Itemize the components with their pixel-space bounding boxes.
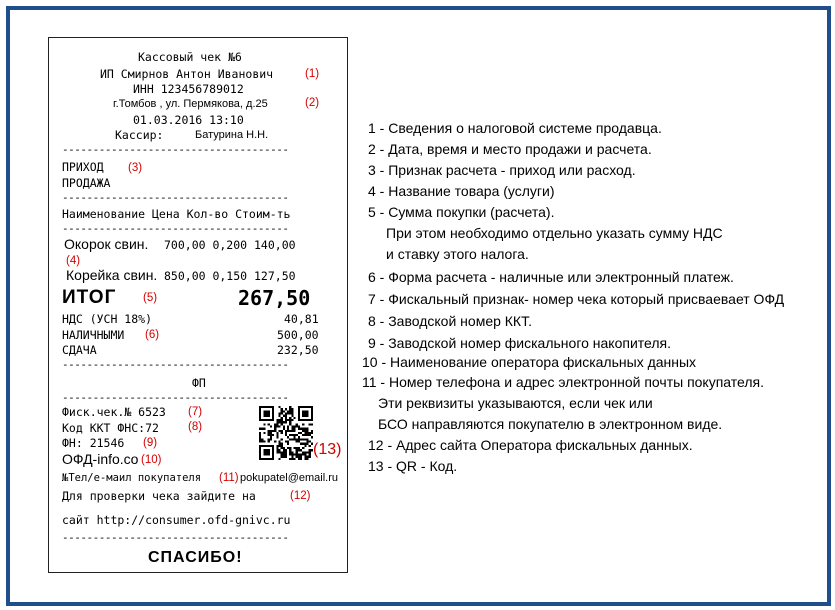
ref-4: (4)	[66, 255, 81, 267]
total-label: ИТОГ	[62, 287, 117, 308]
ofd-site: сайт http://consumer.ofd-gnivc.ru	[62, 513, 291, 527]
item-values: 850,00 0,150 127,50	[164, 269, 296, 283]
ref-5: (5)	[143, 292, 158, 304]
columns-header: Наименование Цена Кол-во Стоим-ть	[62, 207, 291, 221]
cash-label: НАЛИЧНЫМИ	[62, 328, 125, 342]
ref-8: (8)	[188, 421, 203, 433]
buyer-contact-label: №Тел/е-маил покупателя	[62, 472, 202, 484]
fp-label: ФП	[192, 376, 206, 390]
calc-sign-sale: ПРОДАЖА	[62, 176, 111, 190]
divider: -------------------------------------	[62, 222, 289, 235]
ref-1: (1)	[305, 68, 320, 80]
note-item: 9 - Заводской номер фискального накопителя.	[368, 335, 671, 351]
fn-number: ФН: 21546	[62, 436, 125, 450]
ref-6: (6)	[145, 329, 160, 341]
note-item: Эти реквизиты указываются, если чек или	[378, 395, 653, 411]
calc-sign-income: ПРИХОД	[62, 160, 104, 174]
note-item: 6 - Форма расчета - наличные или электронный платеж.	[368, 269, 734, 285]
divider: -------------------------------------	[62, 143, 289, 156]
ref-9: (9)	[143, 437, 158, 449]
check-prompt: Для проверки чека зайдите на	[62, 489, 256, 503]
vat-value: 40,81	[284, 312, 319, 326]
fiscal-check-number: Фиск.чек.№ 6523	[62, 405, 166, 419]
receipt-title: Кассовый чек №6	[138, 50, 242, 64]
divider: -------------------------------------	[62, 191, 289, 204]
total-value: 267,50	[238, 286, 311, 310]
buyer-email: pokupatel@email.ru	[240, 472, 338, 484]
cash-value: 500,00	[277, 328, 319, 342]
divider: -------------------------------------	[62, 358, 289, 371]
note-item: 10 - Наименование оператора фискальных данных	[362, 354, 697, 370]
kkt-code: Код ККТ ФНС:72	[62, 421, 159, 435]
note-item: 3 - Признак расчета - приход или расход.	[368, 162, 636, 178]
note-item: 1 - Сведения о налоговой системе продавца.	[368, 120, 662, 136]
seller-inn: ИНН 123456789012	[133, 82, 244, 96]
receipt-datetime: 01.03.2016 13:10	[133, 113, 244, 127]
ref-13: (13)	[313, 441, 342, 458]
ref-7: (7)	[188, 406, 203, 418]
ref-11: (11)	[219, 472, 239, 484]
seller-address: г.Томбов , ул. Пермякова, д.25	[113, 98, 268, 110]
item-values: 700,00 0,200 140,00	[164, 238, 296, 252]
note-item: 4 - Название товара (услуги)	[368, 183, 555, 199]
divider: -------------------------------------	[62, 531, 289, 544]
note-item: 13 - QR - Код.	[368, 458, 458, 474]
ref-12: (12)	[290, 490, 311, 502]
cashier-name: Батурина Н.Н.	[195, 129, 269, 141]
item-name: Корейка свин.	[66, 267, 158, 283]
thanks-text: СПАСИБО!	[148, 549, 243, 566]
vat-label: НДС (УСН 18%)	[62, 312, 153, 326]
change-value: 232,50	[277, 343, 319, 357]
note-item: 8 - Заводской номер ККТ.	[368, 313, 532, 329]
ref-10: (10)	[141, 454, 162, 466]
cashier-label: Кассир:	[115, 128, 164, 142]
ref-3: (3)	[128, 162, 143, 174]
ref-2: (2)	[305, 97, 320, 109]
qr-code-icon	[259, 406, 313, 460]
note-item: и ставку этого налога.	[386, 246, 529, 262]
divider: -------------------------------------	[62, 391, 289, 404]
item-name: Окорок свин.	[64, 236, 149, 252]
note-item: 2 - Дата, время и место продажи и расчета.	[368, 141, 652, 157]
note-item: 5 - Сумма покупки (расчета).	[368, 204, 555, 220]
note-item: 7 - Фискальный признак- номер чека который присваевает ОФД	[368, 291, 785, 307]
seller-name: ИП Смирнов Антон Иванович	[100, 67, 274, 81]
change-label: СДАЧА	[62, 343, 97, 357]
note-item: 11 - Номер телефона и адрес электронной почты покупателя.	[362, 374, 764, 390]
note-item: БСО направляются покупателю в электронном виде.	[378, 416, 723, 432]
ofd-name: ОФД-info.co	[62, 451, 139, 467]
note-item: 12 - Адрес сайта Оператора фискальных данных.	[368, 437, 693, 453]
note-item: При этом необходимо отдельно указать сумму НДС	[386, 225, 723, 241]
